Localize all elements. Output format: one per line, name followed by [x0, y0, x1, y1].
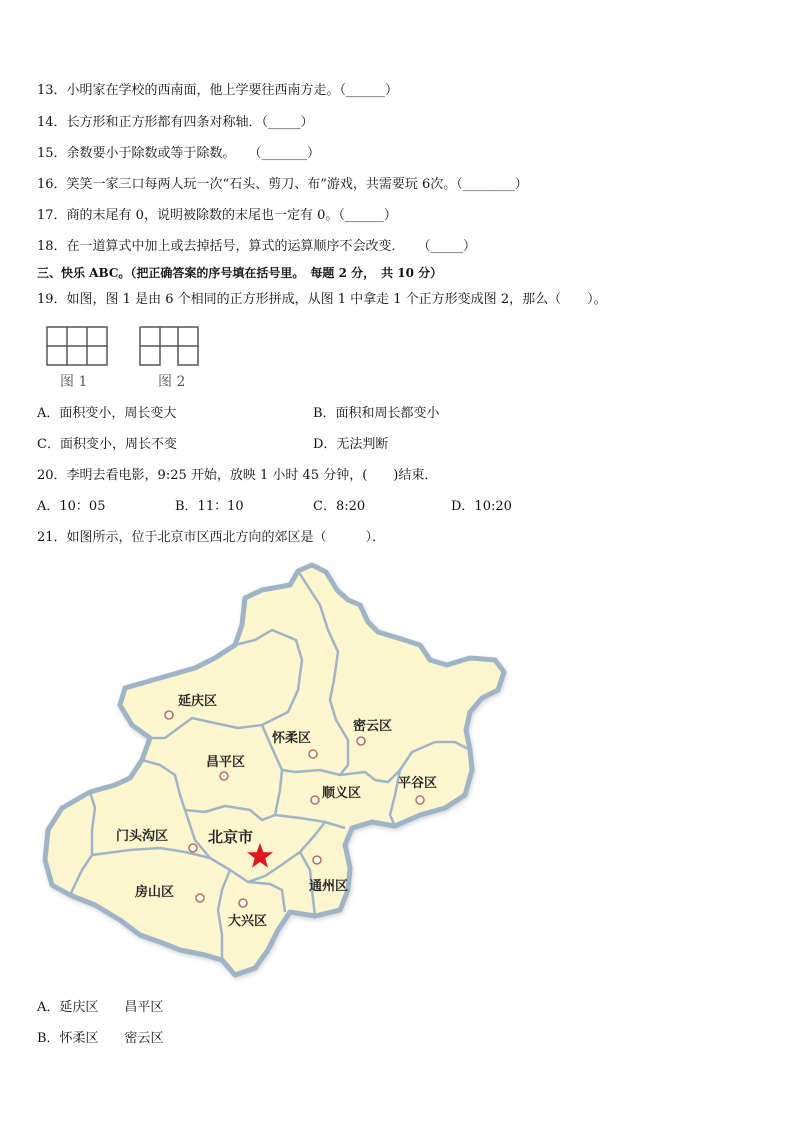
q19-option-b: B．面积和周长都变小: [313, 406, 440, 421]
label-shunyi: 顺义区: [322, 786, 362, 801]
q20-option-c: C．8:20: [313, 499, 366, 514]
tongzhou-dot: [313, 856, 321, 864]
fangshan-dot: [196, 894, 204, 902]
question-21: 21．如图所示，位于北京市区西北方向的郊区是（ ）．: [37, 530, 386, 545]
q21-option-a: A．延庆区 昌平区: [37, 1000, 164, 1015]
label-changping: 昌平区: [206, 755, 246, 770]
label-pinggu: 平谷区: [398, 776, 438, 791]
q20-option-d: D．10:20: [451, 499, 512, 514]
question-14: 14．长方形和正方形都有四条对称轴．（_____）: [37, 115, 314, 130]
question-19: 19．如图，图 1 是由 6 个相同的正方形拼成，从图 1 中拿走 1 个正方形变成图 2，那么（ ）。: [37, 292, 607, 307]
figure-2-label: 图 2: [158, 374, 186, 390]
section-3-heading: 三、快乐 ABC。（把正确答案的序号填在括号里。 每题 2 分， 共 10 分）: [37, 266, 443, 280]
q20-option-b: B．11：10: [175, 499, 244, 514]
q21-option-b: B．怀柔区 密云区: [37, 1031, 164, 1046]
label-yanqing: 延庆区: [178, 694, 218, 709]
label-fangshan: 房山区: [135, 885, 175, 900]
map-outline: [45, 565, 504, 975]
label-beijing: 北京市: [208, 828, 254, 846]
q19-option-a: A．面积变小，周长变大: [37, 406, 177, 421]
mentougou-dot: [189, 844, 197, 852]
q19-option-c: C．面积变小，周长不变: [37, 437, 177, 452]
label-tongzhou: 通州区: [309, 879, 349, 894]
miyun-dot: [357, 737, 365, 745]
q19-option-d: D．无法判断: [313, 437, 389, 452]
question-13: 13．小明家在学校的西南面，他上学要往西南方走。（______）: [37, 83, 399, 98]
label-miyun: 密云区: [353, 719, 393, 734]
shunyi-dot: [311, 796, 319, 804]
question-15: 15．余数要小于除数或等于除数。 （_______）: [37, 146, 321, 161]
yanqing-dot: [165, 711, 173, 719]
question-20: 20．李明去看电影，9:25 开始，放映 1 小时 45 分钟，( )结束．: [37, 468, 438, 483]
label-huairou: 怀柔区: [272, 731, 312, 746]
figure-1-label: 图 1: [60, 374, 88, 390]
map-land: [45, 565, 504, 975]
changping-dot: [220, 772, 228, 780]
question-18: 18．在一道算式中加上或去掉括号，算式的运算顺序不会改变． （_____）: [37, 239, 477, 254]
q20-option-a: A．10：05: [37, 499, 106, 514]
pinggu-dot: [416, 796, 424, 804]
question-16: 16．笑笑一家三口每两人玩一次“石头、剪刀、布”游戏，共需要玩 6次。（________）: [37, 177, 528, 192]
label-daxing: 大兴区: [228, 914, 268, 929]
label-mentougou: 门头沟区: [116, 829, 169, 844]
huairou-dot: [309, 750, 317, 758]
daxing-dot: [239, 899, 247, 907]
question-17: 17．商的末尾有 0，说明被除数的末尾也一定有 0。（______）: [37, 208, 397, 223]
